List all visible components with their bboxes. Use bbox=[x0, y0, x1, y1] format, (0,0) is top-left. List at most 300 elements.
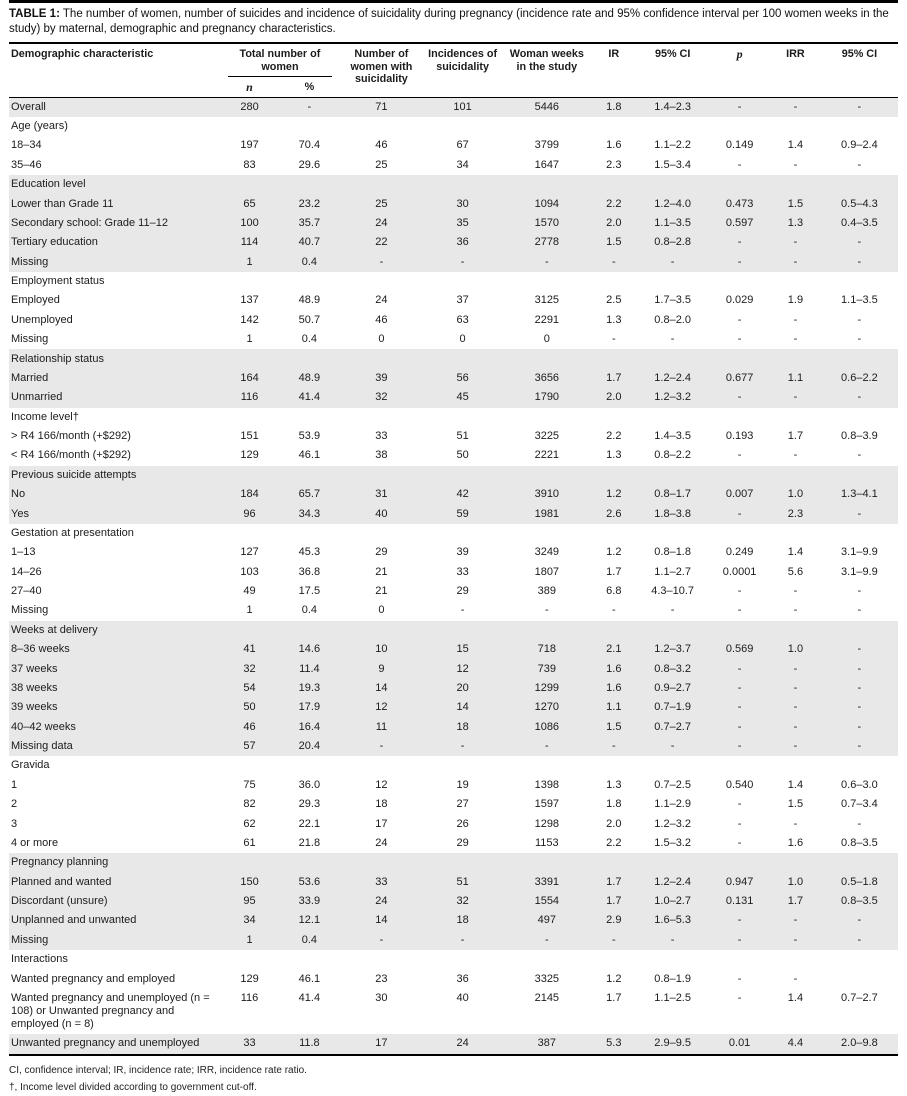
cell-value: 127 bbox=[240, 546, 259, 559]
cell-value: 15 bbox=[456, 643, 469, 656]
cell-value: - bbox=[611, 333, 616, 346]
section-label: Gestation at presentation bbox=[11, 526, 134, 539]
cell-value: 40.7 bbox=[298, 236, 321, 249]
cell-value: 0.149 bbox=[725, 139, 754, 152]
section-row bbox=[9, 175, 898, 194]
cell-value: 1.2–3.2 bbox=[654, 391, 691, 404]
cell-value: 5446 bbox=[534, 100, 560, 113]
cell-value: 1270 bbox=[534, 701, 560, 714]
cell-value: 116 bbox=[240, 391, 259, 404]
cell-value: 0.6–2.2 bbox=[841, 371, 878, 384]
cell-value: - bbox=[857, 662, 862, 675]
cell-value: 2145 bbox=[534, 991, 560, 1004]
cell-value: 33 bbox=[375, 875, 388, 888]
cell-value: - bbox=[611, 255, 616, 268]
cell-value: 14.6 bbox=[298, 643, 321, 656]
cell-value: 3249 bbox=[534, 546, 560, 559]
cell-value: 1554 bbox=[534, 895, 560, 908]
cell-value: 48.9 bbox=[298, 294, 321, 307]
cell-value: 0 bbox=[378, 333, 385, 346]
cell-value: 184 bbox=[240, 488, 259, 501]
cell-value: - bbox=[544, 933, 549, 946]
section-row bbox=[9, 853, 898, 872]
cell-value: 1086 bbox=[534, 720, 560, 733]
cell-value: 0.193 bbox=[725, 430, 754, 443]
cell-value: 0.249 bbox=[725, 546, 754, 559]
cell-value: 53.6 bbox=[298, 875, 321, 888]
cell-value: 1.4 bbox=[787, 778, 804, 791]
cell-value: 387 bbox=[537, 1037, 556, 1050]
table-row bbox=[9, 892, 898, 911]
cell-value: 70.4 bbox=[298, 139, 321, 152]
cell-value: 3391 bbox=[534, 875, 560, 888]
row-label: Secondary school: Grade 11–12 bbox=[11, 216, 168, 229]
cell-value: 1.5–3.2 bbox=[654, 836, 691, 849]
cell-value: 1.2 bbox=[606, 488, 622, 501]
cell-value: 36.8 bbox=[298, 565, 321, 578]
cell-value: 21 bbox=[375, 565, 388, 578]
cell-value: 17 bbox=[375, 1037, 388, 1050]
cell-value: 0.7–2.5 bbox=[654, 778, 691, 791]
col-95ci: 95% CI bbox=[654, 48, 691, 60]
section-row bbox=[9, 950, 898, 969]
cell-value: 18 bbox=[375, 798, 388, 811]
cell-value: 24 bbox=[375, 836, 388, 849]
cell-value: - bbox=[737, 933, 742, 946]
cell-value: 57 bbox=[243, 740, 256, 753]
cell-value: - bbox=[737, 681, 742, 694]
cell-value: 24 bbox=[375, 294, 388, 307]
row-label: Wanted pregnancy and employed bbox=[11, 972, 176, 985]
cell-value: 1.2–2.4 bbox=[654, 371, 691, 384]
row-label: Tertiary education bbox=[11, 236, 98, 249]
cell-value: 280 bbox=[240, 100, 259, 113]
cell-value: - bbox=[737, 662, 742, 675]
cell-value: 1.7 bbox=[606, 565, 622, 578]
cell-value: 1.9 bbox=[787, 294, 804, 307]
row-label: No bbox=[11, 488, 26, 501]
cell-value: 1.4–2.3 bbox=[654, 100, 691, 113]
cell-value: 0.4 bbox=[301, 333, 318, 346]
row-label: Unmarried bbox=[11, 391, 63, 404]
cell-value: 116 bbox=[240, 991, 259, 1004]
cell-value: 1790 bbox=[534, 391, 560, 404]
cell-value: 11.8 bbox=[299, 1037, 320, 1050]
row-label: 1 bbox=[11, 778, 18, 791]
footnote-dagger: †, Income level divided according to government cut-off. bbox=[9, 1081, 257, 1093]
section-row bbox=[9, 466, 898, 485]
cell-value: 35.7 bbox=[298, 216, 321, 229]
cell-value: 2.9–9.5 bbox=[654, 1037, 691, 1050]
table-row bbox=[9, 311, 898, 330]
cell-value: 16.4 bbox=[298, 720, 321, 733]
cell-value: 2.6 bbox=[606, 507, 622, 520]
cell-value: - bbox=[857, 681, 862, 694]
cell-value: - bbox=[379, 933, 384, 946]
cell-value: 0.9–2.7 bbox=[654, 681, 691, 694]
cell-value: 1398 bbox=[534, 778, 560, 791]
cell-value: 1.3 bbox=[787, 216, 804, 229]
cell-value: 1094 bbox=[534, 197, 560, 210]
cell-value: 22.1 bbox=[298, 817, 321, 830]
cell-value: - bbox=[857, 933, 862, 946]
cell-value: - bbox=[857, 740, 862, 753]
cell-value: - bbox=[857, 158, 862, 171]
cell-value: 0.597 bbox=[725, 216, 754, 229]
cell-value: 12 bbox=[456, 662, 469, 675]
cell-value: 34.3 bbox=[298, 507, 321, 520]
cell-value: - bbox=[670, 255, 675, 268]
cell-value: 0.4 bbox=[301, 255, 318, 268]
cell-value: - bbox=[857, 720, 862, 733]
table-body bbox=[9, 97, 898, 1055]
table-row bbox=[9, 989, 898, 1034]
cell-value: 10 bbox=[375, 643, 388, 656]
cell-value: 45 bbox=[456, 391, 469, 404]
row-label: 2 bbox=[11, 798, 18, 811]
cell-value: 0.7–2.7 bbox=[654, 720, 691, 733]
cell-value: - bbox=[737, 391, 742, 404]
cell-value: 1.4 bbox=[787, 991, 804, 1004]
cell-value: 1.0 bbox=[787, 643, 804, 656]
cell-value: 1.5–3.4 bbox=[654, 158, 691, 171]
row-label: 3 bbox=[11, 817, 18, 830]
row-label: Planned and wanted bbox=[11, 875, 112, 888]
cell-value: 1.5 bbox=[787, 197, 804, 210]
row-label: 35–46 bbox=[11, 158, 42, 171]
cell-value: 21.8 bbox=[298, 836, 321, 849]
cell-value: 36 bbox=[456, 236, 469, 249]
cell-value: 3325 bbox=[534, 972, 560, 985]
cell-value: - bbox=[670, 740, 675, 753]
cell-value: 0.8–2.2 bbox=[654, 449, 691, 462]
cell-value: 53.9 bbox=[298, 430, 321, 443]
section-row bbox=[9, 349, 898, 368]
cell-value: 0.8–1.9 bbox=[654, 972, 691, 985]
cell-value: 0.5–1.8 bbox=[841, 875, 878, 888]
cell-value: 83 bbox=[243, 158, 256, 171]
cell-value bbox=[821, 969, 898, 988]
data-table bbox=[9, 42, 898, 1056]
row-label: 8–36 weeks bbox=[11, 643, 70, 656]
table-row bbox=[9, 1034, 898, 1054]
cell-value: 32 bbox=[243, 662, 256, 675]
row-label: > R4 166/month (+$292) bbox=[11, 430, 131, 443]
cell-value: 1.5 bbox=[606, 236, 622, 249]
cell-value: - bbox=[793, 681, 798, 694]
cell-value: 3910 bbox=[534, 488, 560, 501]
cell-value: - bbox=[544, 255, 549, 268]
cell-value: 39 bbox=[456, 546, 469, 559]
cell-value: 3125 bbox=[534, 294, 560, 307]
row-label: Lower than Grade 11 bbox=[11, 197, 114, 210]
row-label: Overall bbox=[11, 100, 46, 113]
cell-value: 46.1 bbox=[298, 449, 321, 462]
cell-value: 40 bbox=[375, 507, 388, 520]
cell-value: 2.3 bbox=[606, 158, 622, 171]
cell-value: 1981 bbox=[534, 507, 560, 520]
cell-value: 95 bbox=[243, 895, 256, 908]
cell-value: 36 bbox=[456, 972, 469, 985]
cell-value: 12.1 bbox=[298, 914, 321, 927]
cell-value: 4.3–10.7 bbox=[651, 585, 695, 598]
cell-value: 1.3 bbox=[606, 449, 622, 462]
cell-value: 1.1 bbox=[606, 701, 622, 714]
section-row bbox=[9, 272, 898, 291]
cell-value: 1.6 bbox=[606, 681, 622, 694]
cell-value: - bbox=[670, 933, 675, 946]
cell-value: 32 bbox=[375, 391, 388, 404]
cell-value: 50 bbox=[456, 449, 469, 462]
cell-value: 0.6–3.0 bbox=[841, 778, 878, 791]
cell-value: 114 bbox=[240, 236, 259, 249]
cell-value: 0.569 bbox=[725, 643, 754, 656]
cell-value: 1.2–2.4 bbox=[654, 875, 691, 888]
cell-value: - bbox=[857, 507, 862, 520]
cell-value: 1.7 bbox=[606, 371, 622, 384]
cell-value: - bbox=[737, 604, 742, 617]
cell-value: 1.8 bbox=[606, 798, 622, 811]
cell-value: - bbox=[793, 449, 798, 462]
cell-value: 11 bbox=[375, 720, 388, 733]
cell-value: 0.540 bbox=[725, 778, 754, 791]
cell-value: - bbox=[737, 507, 742, 520]
cell-value: 4.4 bbox=[787, 1037, 804, 1050]
cell-value: 0.8–1.7 bbox=[654, 488, 691, 501]
cell-value: 0.8–2.8 bbox=[654, 236, 691, 249]
cell-value: 22 bbox=[375, 236, 388, 249]
col-n: n bbox=[246, 80, 253, 94]
section-label: Age (years) bbox=[11, 120, 68, 133]
section-label: Interactions bbox=[11, 953, 68, 966]
cell-value: 2.9 bbox=[606, 914, 622, 927]
row-label: Wanted pregnancy and unemployed (n = 108) or Unwanted pregnancy and employed (n = 8) bbox=[11, 991, 210, 1030]
col-ir: IR bbox=[608, 48, 620, 60]
cell-value: 46.1 bbox=[298, 972, 321, 985]
cell-value: - bbox=[460, 933, 465, 946]
cell-value: - bbox=[737, 972, 742, 985]
cell-value: 0.9–2.4 bbox=[841, 139, 878, 152]
cell-value: - bbox=[737, 798, 742, 811]
cell-value: 1.1–2.7 bbox=[654, 565, 691, 578]
cell-value: 0.8–2.0 bbox=[654, 313, 691, 326]
cell-value: - bbox=[737, 255, 742, 268]
cell-value: 0.5–4.3 bbox=[841, 197, 878, 210]
cell-value: 29.6 bbox=[298, 158, 321, 171]
cell-value: 0.8–3.9 bbox=[841, 430, 878, 443]
cell-value: - bbox=[611, 604, 616, 617]
cell-value: 197 bbox=[240, 139, 259, 152]
table-caption-text: The number of women, number of suicides and incidence of suicidality during pregnancy (incidence rate and 95% confidence interval per 100 women weeks in the study) by maternal, demographic and pregnancy characteristics. bbox=[9, 8, 889, 35]
row-label: 38 weeks bbox=[11, 681, 58, 694]
cell-value: 46 bbox=[375, 313, 388, 326]
cell-value: 101 bbox=[453, 100, 472, 113]
cell-value: 82 bbox=[243, 798, 256, 811]
cell-value: 0.7–2.7 bbox=[841, 991, 878, 1004]
cell-value: 1.4–3.5 bbox=[654, 430, 691, 443]
cell-value: 2291 bbox=[534, 313, 560, 326]
cell-value: 129 bbox=[240, 449, 259, 462]
cell-value: - bbox=[793, 158, 798, 171]
cell-value: - bbox=[793, 914, 798, 927]
cell-value: 23 bbox=[375, 972, 388, 985]
cell-value: - bbox=[307, 100, 312, 113]
cell-value: - bbox=[793, 817, 798, 830]
table-row bbox=[9, 446, 898, 465]
cell-value: 0.7–1.9 bbox=[654, 701, 691, 714]
table-row bbox=[9, 601, 898, 620]
cell-value: 25 bbox=[375, 197, 388, 210]
cell-value: 34 bbox=[243, 914, 256, 927]
cell-value: 65 bbox=[243, 197, 256, 210]
row-label: Yes bbox=[11, 507, 29, 520]
cell-value: - bbox=[857, 643, 862, 656]
cell-value: - bbox=[793, 333, 798, 346]
cell-value: 20 bbox=[456, 681, 469, 694]
row-label: Unwanted pregnancy and unemployed bbox=[11, 1037, 200, 1050]
cell-value: 33 bbox=[375, 430, 388, 443]
cell-value: - bbox=[793, 662, 798, 675]
cell-value: 30 bbox=[456, 197, 469, 210]
cell-value: 17 bbox=[375, 817, 388, 830]
cell-value: - bbox=[737, 100, 742, 113]
cell-value: - bbox=[793, 236, 798, 249]
row-label: Missing bbox=[11, 604, 49, 617]
cell-value: 3.1–9.9 bbox=[841, 565, 878, 578]
table-row bbox=[9, 814, 898, 833]
cell-value: 1.6 bbox=[606, 662, 622, 675]
cell-value: - bbox=[737, 836, 742, 849]
cell-value: 96 bbox=[243, 507, 256, 520]
row-label: 18–34 bbox=[11, 139, 42, 152]
table-row bbox=[9, 969, 898, 988]
cell-value: 0.8–1.8 bbox=[654, 546, 691, 559]
total-women-group-label: Total number of women bbox=[228, 48, 332, 77]
cell-value: 1 bbox=[246, 333, 253, 346]
cell-value: 129 bbox=[240, 972, 259, 985]
row-label: 40–42 weeks bbox=[11, 720, 76, 733]
cell-value: 718 bbox=[537, 643, 556, 656]
cell-value: 0.947 bbox=[725, 875, 754, 888]
cell-value: - bbox=[737, 585, 742, 598]
cell-value: 0.7–3.4 bbox=[841, 798, 878, 811]
col-p-value: p bbox=[736, 47, 743, 61]
cell-value: - bbox=[793, 313, 798, 326]
cell-value: 0.677 bbox=[725, 371, 754, 384]
cell-value: 1.2 bbox=[606, 972, 622, 985]
cell-value: 1.6 bbox=[606, 139, 622, 152]
cell-value: 1.6 bbox=[787, 836, 804, 849]
cell-value: 21 bbox=[375, 585, 388, 598]
row-label: 14–26 bbox=[11, 565, 42, 578]
cell-value: 71 bbox=[375, 100, 388, 113]
cell-value: 5.6 bbox=[787, 565, 804, 578]
cell-value: 1.3 bbox=[606, 313, 622, 326]
section-row bbox=[9, 117, 898, 136]
cell-value: 3656 bbox=[534, 371, 560, 384]
cell-value: - bbox=[793, 100, 798, 113]
cell-value: 0.473 bbox=[725, 197, 754, 210]
cell-value: 6.8 bbox=[606, 585, 622, 598]
cell-value: 1.3 bbox=[606, 778, 622, 791]
cell-value: 1.7 bbox=[787, 895, 804, 908]
cell-value: 34 bbox=[456, 158, 469, 171]
section-label: Pregnancy planning bbox=[11, 856, 109, 869]
cell-value: - bbox=[737, 914, 742, 927]
cell-value: 35 bbox=[456, 216, 469, 229]
cell-value: 49 bbox=[243, 585, 256, 598]
cell-value: 2.2 bbox=[606, 430, 622, 443]
col-incidences-of-suicidality: Incidences of suicidality bbox=[428, 48, 498, 73]
table-row bbox=[9, 776, 898, 795]
cell-value: 497 bbox=[537, 914, 556, 927]
cell-value: 2.1 bbox=[606, 643, 622, 656]
cell-value: 142 bbox=[240, 313, 259, 326]
cell-value: 739 bbox=[537, 662, 556, 675]
cell-value: - bbox=[737, 449, 742, 462]
cell-value: 1.8–3.8 bbox=[654, 507, 691, 520]
table-row bbox=[9, 718, 898, 737]
cell-value: - bbox=[793, 972, 798, 985]
cell-value: 24 bbox=[375, 895, 388, 908]
table-row bbox=[9, 698, 898, 717]
cell-value: 32 bbox=[456, 895, 469, 908]
cell-value: 2.0 bbox=[606, 391, 622, 404]
cell-value: - bbox=[793, 740, 798, 753]
table-caption bbox=[9, 3, 898, 42]
cell-value: 41 bbox=[243, 643, 256, 656]
cell-value: - bbox=[737, 313, 742, 326]
cell-value: - bbox=[611, 933, 616, 946]
cell-value: - bbox=[737, 333, 742, 346]
cell-value: 31 bbox=[375, 488, 388, 501]
section-label: Previous suicide attempts bbox=[11, 468, 137, 481]
cell-value: 2221 bbox=[534, 449, 560, 462]
cell-value: 1.0 bbox=[787, 488, 804, 501]
cell-value: 51 bbox=[456, 430, 469, 443]
cell-value: 1.5 bbox=[606, 720, 622, 733]
table-row bbox=[9, 233, 898, 252]
cell-value: 25 bbox=[375, 158, 388, 171]
cell-value: 1.4 bbox=[787, 546, 804, 559]
cell-value: - bbox=[611, 740, 616, 753]
table-row bbox=[9, 659, 898, 678]
cell-value: 2.2 bbox=[606, 197, 622, 210]
section-label: Gravida bbox=[11, 759, 50, 772]
footnotes bbox=[9, 1056, 898, 1096]
cell-value: 1.1–2.9 bbox=[654, 798, 691, 811]
cell-value: 2.0–9.8 bbox=[841, 1037, 878, 1050]
col-95ci-irr: 95% CI bbox=[841, 48, 878, 60]
table-row bbox=[9, 291, 898, 310]
cell-value: 0.4 bbox=[301, 933, 318, 946]
cell-value: 12 bbox=[375, 701, 388, 714]
section-label: Relationship status bbox=[11, 352, 104, 365]
cell-value: 29.3 bbox=[298, 798, 321, 811]
cell-value: 1.2–3.2 bbox=[654, 817, 691, 830]
cell-value: 0.029 bbox=[725, 294, 754, 307]
cell-value: - bbox=[793, 720, 798, 733]
cell-value: 54 bbox=[243, 681, 256, 694]
cell-value: 3225 bbox=[534, 430, 560, 443]
cell-value: 36.0 bbox=[298, 778, 321, 791]
cell-value: - bbox=[737, 991, 742, 1004]
row-label: 4 or more bbox=[11, 836, 59, 849]
cell-value: 1.7 bbox=[606, 875, 622, 888]
cell-value: - bbox=[737, 236, 742, 249]
cell-value: 2.5 bbox=[606, 294, 622, 307]
section-row bbox=[9, 408, 898, 427]
